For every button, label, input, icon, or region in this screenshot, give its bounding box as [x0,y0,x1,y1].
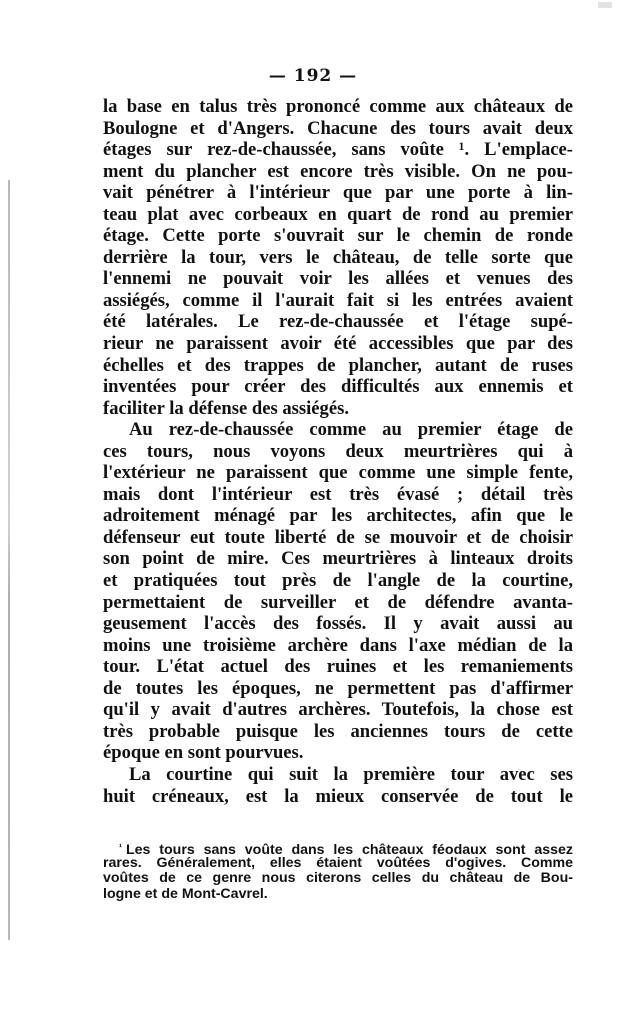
text-line: Au rez-de-chaussée comme au premier étage de [129,419,573,441]
footnote-line: voûtes de ce genre nous citerons celles du château de Bou- [103,870,573,887]
text-line: échelles et des trappes de plancher, autant de ruses [103,354,573,376]
text-line: geusement l'accès des fossés. Il y avait aussi au [103,613,573,635]
text-line: ces tours, nous voyons deux meurtrières qui à [103,440,573,462]
text-line: permettaient de surveiller et de défendre avanta- [103,591,573,613]
text-line: ment du plancher est encore très visible. On ne pou- [103,160,573,182]
text-line: La courtine qui suit la première tour avec ses [129,763,573,785]
text-line: été latérales. Le rez-de-chaussée et l'étage supé- [103,311,573,333]
footnote-text: Les tours sans voûte dans les châteaux féodaux sont assez [126,842,573,858]
scan-artifact [598,2,612,8]
text-line: derrière la tour, vers le château, de telle sorte que [103,246,573,268]
footnote-marker: ¹ [119,842,122,852]
text-line: et pratiquées tout près de l'angle de la courtine, [103,570,573,592]
text-line: moins une troisième archère dans l'axe médian de la [103,634,573,656]
gutter-shadow-line [8,180,10,940]
text-line: de toutes les époques, ne permettent pas d'affirmer [103,677,573,699]
text-line: assiégés, comme il l'aurait fait si les entrées avaient [103,289,573,311]
text-line: Boulogne et d'Angers. Chacune des tours avait deux [103,117,573,139]
text-line: vait pénétrer à l'intérieur que par une porte à lin- [103,182,573,204]
text-line: adroitement ménagé par les architectes, afin que le [103,505,573,527]
body-text [103,96,573,807]
text-line: tour. L'état actuel des ruines et les remaniements [103,656,573,678]
text-line: l'extérieur ne paraissent que comme une simple fente, [103,462,573,484]
text-line: très probable puisque les anciennes tours de cette [103,720,573,742]
text-line: huit créneaux, est la mieux conservée de tout le [103,785,573,807]
text-line: défenseur eut toute liberté de se mouvoir et de choisir [103,526,573,548]
text-line: qu'il y avait d'autres archères. Toutefois, la chose est [103,699,573,721]
text-line: époque en sont pourvues. [103,742,304,764]
text-line: étage. Cette porte s'ouvrait sur le chemin de ronde [103,225,573,247]
text-line: la base en talus très prononcé comme aux châteaux de [103,96,573,117]
text-line: étages sur rez-de-chaussée, sans voûte ¹. L'emplace- [103,139,573,161]
footnote-line: logne et de Mont-Cavrel. [103,885,268,902]
footnote [103,840,573,902]
page-number: — 192 — [268,66,358,86]
text-line: faciliter la défense des assiégés. [103,397,349,419]
footnote-line [103,840,573,856]
text-line: son point de mire. Ces meurtrières à linteaux droits [103,548,573,570]
text-line: l'ennemi ne pouvait voir les allées et venues des [103,268,573,290]
text-line: mais dont l'intérieur est très évasé ; détail très [103,483,573,505]
text-line: teau plat avec corbeaux en quart de rond au premier [103,203,573,225]
footnote-line: rares. Généralement, elles étaient voûtées d'ogives. Comme [103,854,573,871]
text-line: rieur ne paraissent avoir été accessibles que par des [103,333,573,355]
text-line: inventées pour créer des difficultés aux ennemis et [103,376,573,398]
